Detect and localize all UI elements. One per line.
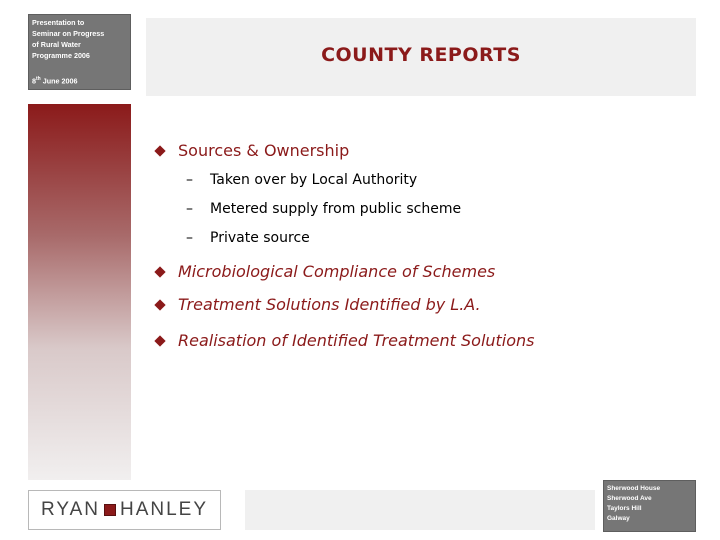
- presentation-line: Seminar on Progress: [32, 29, 105, 38]
- sub-item: [186, 172, 417, 188]
- footer-bar: [245, 490, 595, 530]
- presentation-date: [32, 76, 78, 85]
- bullet-item: [154, 295, 481, 314]
- presentation-line: Programme 2006: [32, 51, 90, 60]
- bullet-label: Treatment Solutions Identified by L.A.: [178, 295, 481, 314]
- address-line: Sherwood House: [607, 485, 661, 492]
- dash-icon: –: [186, 201, 193, 217]
- sub-item: [186, 201, 461, 217]
- slide-title: COUNTY REPORTS: [321, 44, 521, 66]
- dash-icon: –: [186, 230, 193, 246]
- presentation-line: Presentation to: [32, 18, 85, 27]
- address-line: Sherwood Ave: [607, 495, 652, 502]
- sub-item: [186, 230, 310, 246]
- date-suffix: th: [36, 76, 41, 82]
- ryan-hanley-logo: [28, 490, 221, 530]
- address-line: Taylors Hill: [607, 505, 642, 512]
- sub-item-label: Taken over by Local Authority: [210, 172, 418, 188]
- address-box: [603, 480, 696, 532]
- sub-item-label: Private source: [210, 230, 310, 246]
- sub-item-label: Metered supply from public scheme: [210, 201, 462, 217]
- bullet-label: Sources & Ownership: [178, 141, 350, 160]
- date-rest: June 2006: [40, 76, 78, 86]
- side-gradient-column: [28, 104, 131, 480]
- bullet-item: [154, 262, 495, 281]
- bullet-label: Microbiological Compliance of Schemes: [178, 262, 496, 281]
- bullet-label: Realisation of Identified Treatment Solutions: [178, 331, 535, 350]
- diamond-bullet-icon: [154, 145, 165, 156]
- bullet-item: [154, 141, 349, 160]
- diamond-bullet-icon: [154, 299, 165, 310]
- date-day: 8: [32, 76, 36, 86]
- logo-square-icon: [104, 504, 116, 516]
- diamond-bullet-icon: [154, 266, 165, 277]
- diamond-bullet-icon: [154, 335, 165, 346]
- address-line: Galway: [607, 515, 630, 522]
- logo-word-left: RYAN: [40, 499, 100, 520]
- logo-word-right: HANLEY: [120, 499, 209, 520]
- bullet-item: [154, 331, 535, 350]
- dash-icon: –: [186, 172, 193, 188]
- presentation-line: of Rural Water: [32, 40, 81, 49]
